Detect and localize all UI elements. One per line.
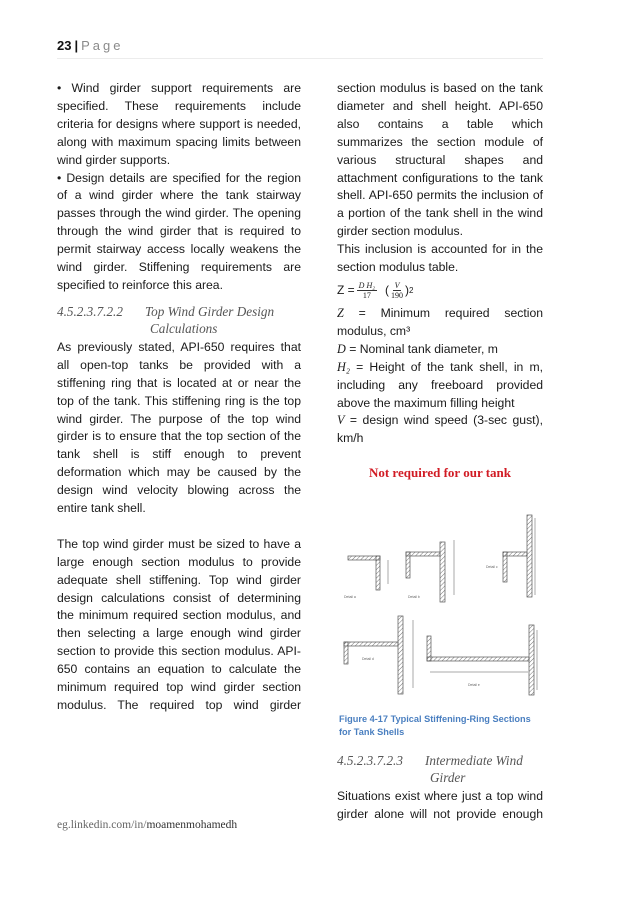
page-header [57, 38, 543, 59]
stiffening-ring-figure [338, 510, 538, 700]
section-number: 4.5.2.3.7.2.3 [337, 753, 403, 768]
section-heading-top-wind-girder [57, 303, 301, 337]
paragraph-top-wind-girder-sizing: The top wind girder must be sized to have a large enough section modulus to provide adequate shell stiffening. Top wind girder design calculations consist of determining the minimum required section modulus, and then selecting a large enough wind girder section to provide this section modulus. API-650 contains an equation to calculate the minimum required top wind girder section modulus. The required top wind girder [57, 536, 301, 712]
paragraph-section-modulus: section modulus is based on the tank diameter and shell height. API-650 also contains a table which summarizes the section module of various structural shapes and attachment configurations to the tank shell. API-650 permits the inclusion of a portion of the tank shell in the wind girder section modulus. [337, 81, 543, 239]
figure-caption: Figure 4-17 Typical Stiffening-Ring Sections for Tank Shells [339, 714, 531, 737]
paragraph-inclusion: This inclusion is accounted for in the section modulus table. [337, 242, 543, 275]
detail-c-label: Detail c [486, 565, 498, 569]
section-modulus-equation: Z = $\frac{\text{D H₂}}{17}$ ( $\frac{V}{190}$ ) 2 [337, 281, 414, 301]
page-footer [57, 819, 237, 831]
section-title-line2: Calculations [150, 320, 218, 336]
detail-a-label: Detail a [344, 595, 356, 599]
page-label: Page [81, 38, 124, 53]
definition-v: V = design wind speed (3-sec gust), km/h [337, 413, 543, 446]
detail-b-label: Detail b [408, 595, 420, 599]
detail-e-label: Detail e [468, 683, 480, 687]
section-number: 4.5.2.3.7.2.2 [57, 303, 123, 319]
footer-handle: moamenmohamedh [146, 819, 238, 831]
section-heading-intermediate-wind-girder [337, 752, 543, 786]
fraction-v-190: $\frac{V}{190}$ [391, 281, 404, 301]
header-separator: | [74, 38, 79, 53]
definition-z: Z = Minimum required section modulus, cm³ [337, 305, 543, 338]
bullet-design-details: • Design details are specified for the region of a wind girder where the tank stairway passes through the wind girder. The opening through the wind girder that is required to permit stairway access locally weakens the wind girder. Stiffening requirements are specified to reinforce this area. [57, 170, 301, 292]
section-title-line1: Top Wind Girder Design [145, 303, 275, 319]
section-title-line1: Intermediate Wind [425, 753, 523, 768]
definition-h2: H₂ = Height of the tank shell, in m, including any freeboard provided above the maximum filling height [337, 359, 543, 410]
footer-link-prefix: eg.linkedin.com/in/ [57, 819, 147, 831]
bullet-support-requirements: • Wind girder support requirements are specified. These requirements include criteria for designs where support is needed, along with maximum spacing limits between wind girder supports. [57, 81, 301, 167]
equation-exponent: 2 [409, 286, 414, 296]
section-title-line2: Girder [430, 770, 466, 785]
left-column [57, 80, 301, 715]
not-required-notice: Not required for our tank [368, 465, 512, 481]
right-column [337, 80, 543, 482]
paragraph-top-wind-girder-purpose: As previously stated, API-650 requires that all open-top tanks be provided with a stiffening ring that is located at or near the top of the tank. This stiffening ring is the top wind girder. The purpose of the top wind girder is to ensure that the top section of the tank shell is stiff enough to prevent deformation which may be caused by the design wind velocity blowing across the entire tank shell. [57, 339, 301, 516]
right-column-continued [337, 752, 543, 824]
fraction-dh2-17: $\frac{\text{D H₂}}{17}$ [358, 281, 376, 301]
paragraph-intermediate-situations: Situations exist where just a top wind girder alone will not provide enough [337, 789, 543, 821]
stiffening-ring-diagram [338, 510, 538, 700]
definition-d: D = Nominal tank diameter, m [337, 341, 498, 356]
detail-d-label: Detail d [362, 657, 374, 661]
page-number: 23 [57, 38, 72, 53]
equation-lhs: Z = [337, 283, 355, 298]
